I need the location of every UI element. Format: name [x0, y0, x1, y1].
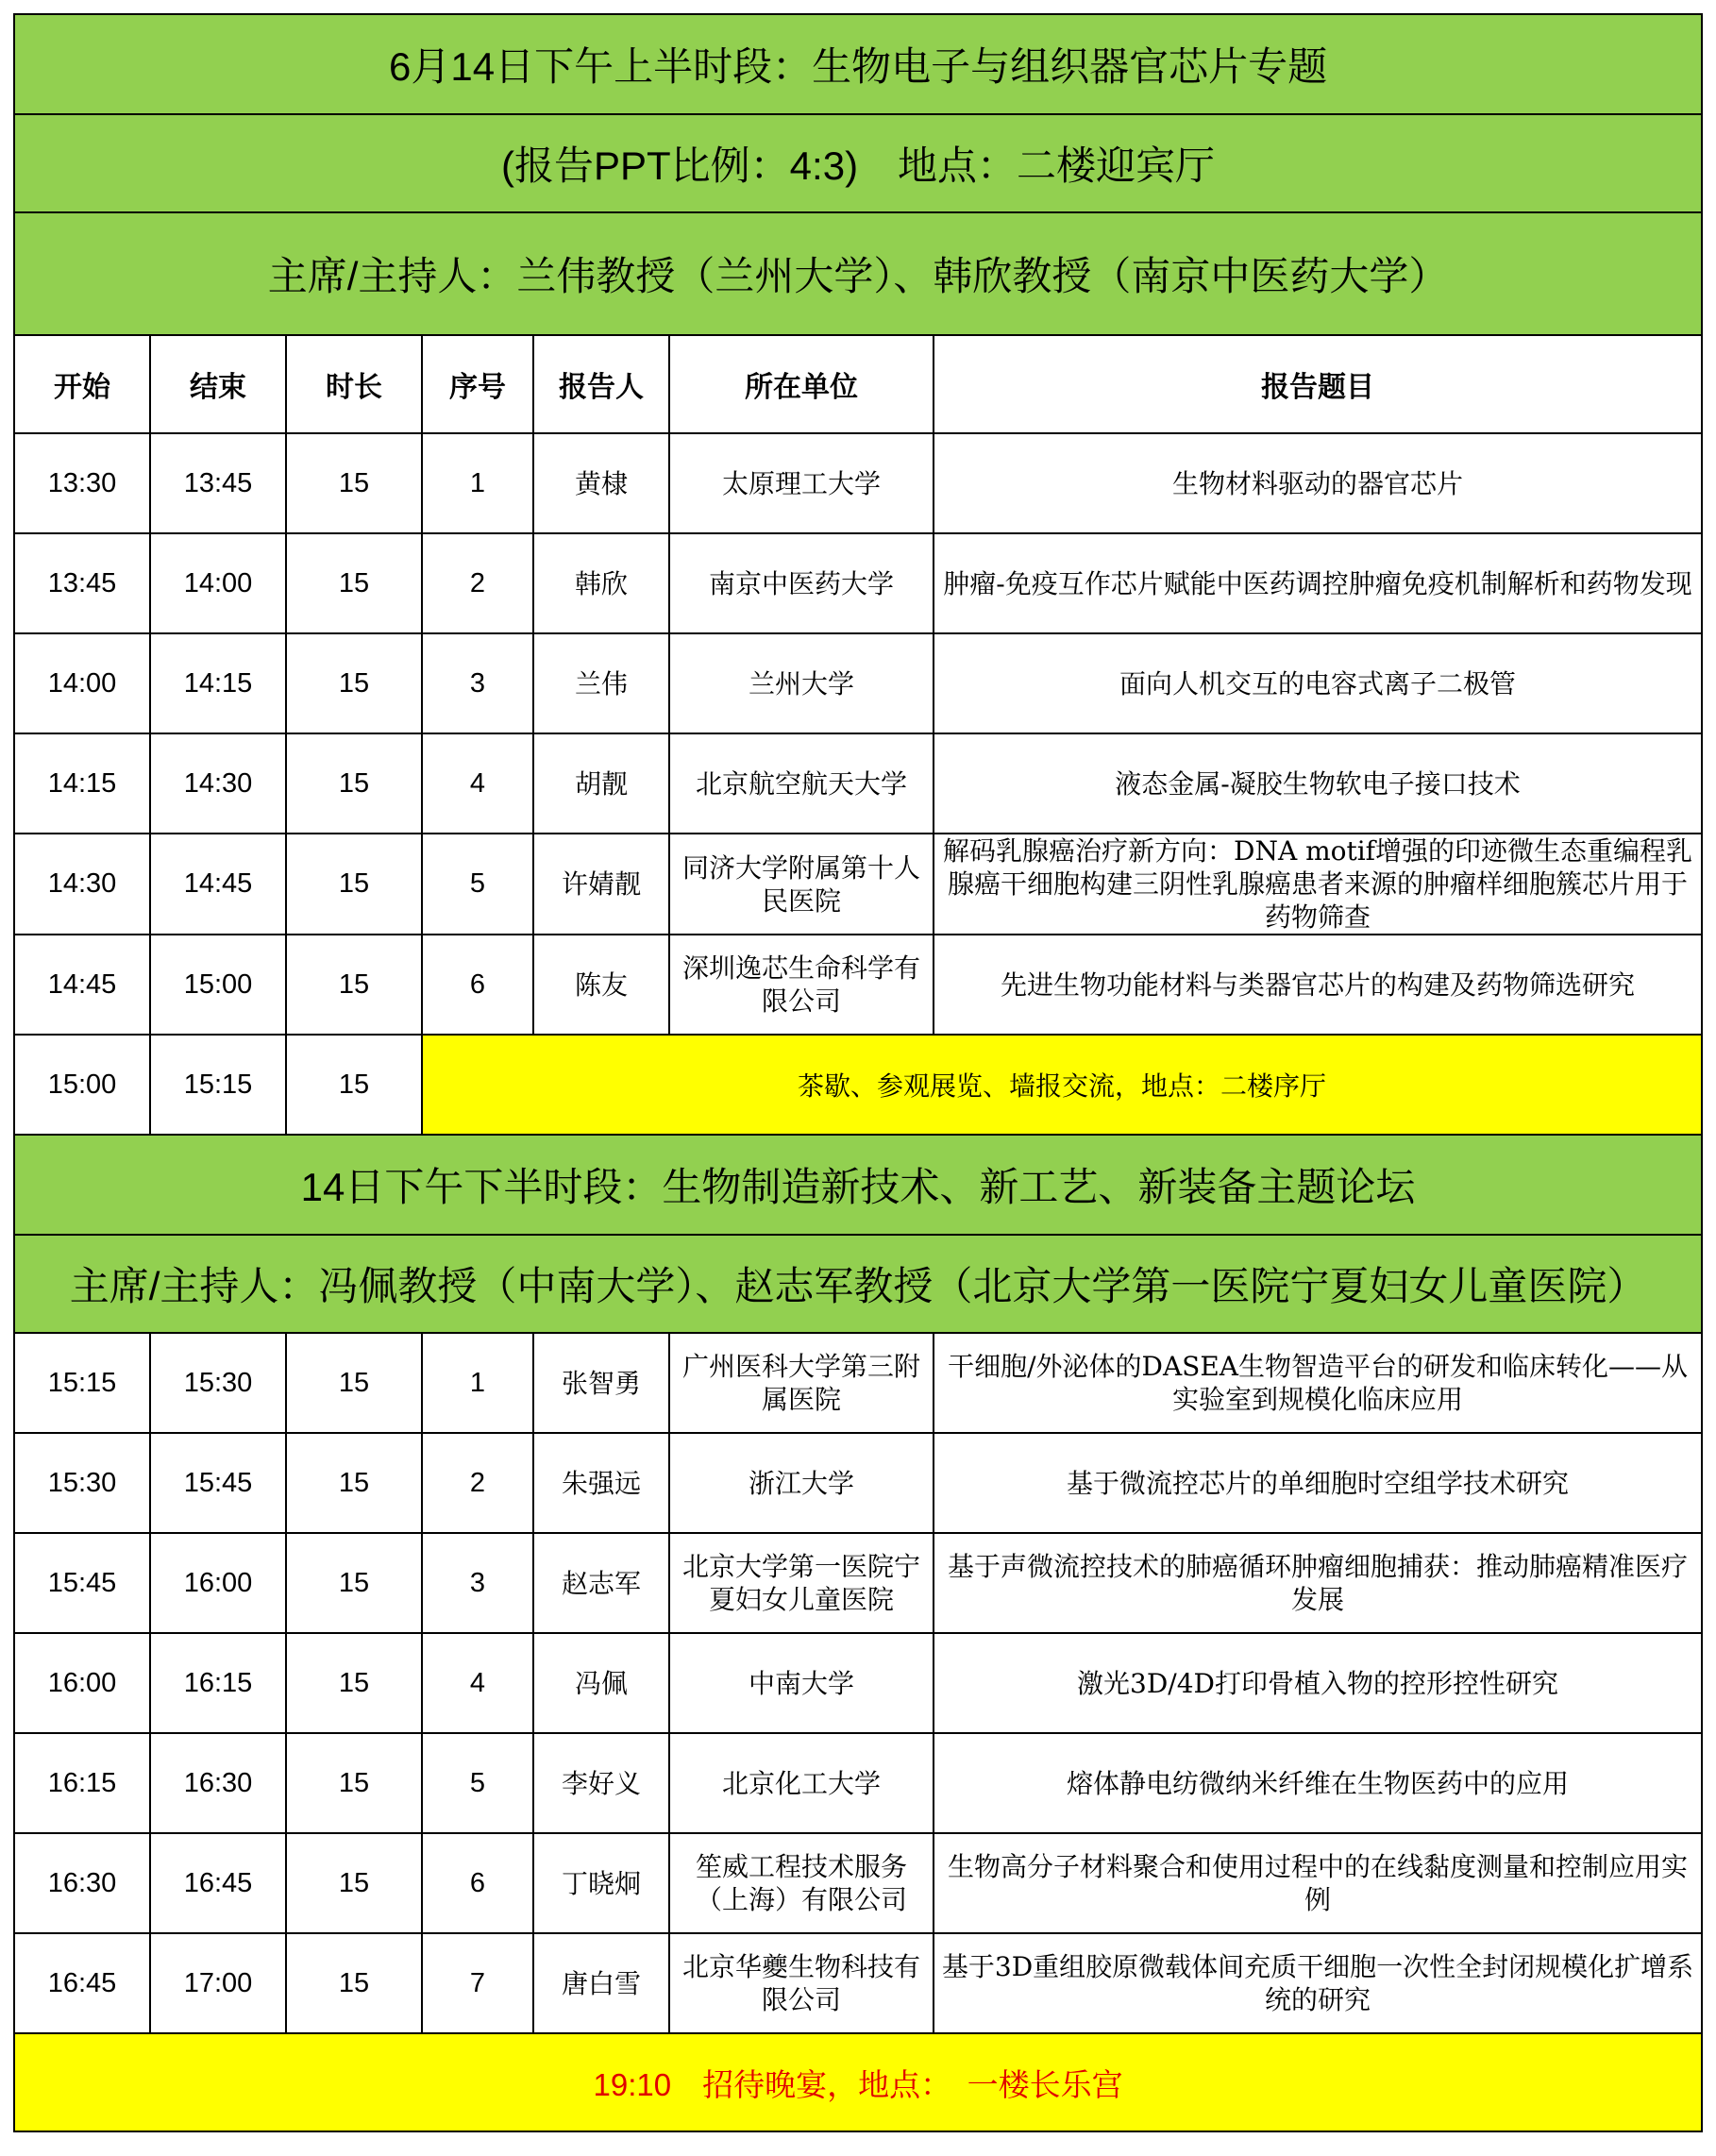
cell-affiliation: 浙江大学 [669, 1433, 934, 1533]
cell-number: 3 [422, 633, 533, 733]
cell-speaker: 李好义 [533, 1733, 669, 1833]
cell-duration: 15 [286, 935, 422, 1035]
cell-affiliation: 南京中医药大学 [669, 533, 934, 633]
section2-title-row [14, 1135, 1702, 1235]
header-speaker: 报告人 [533, 335, 669, 433]
cell-end: 13:45 [150, 433, 286, 533]
section1-rows [14, 433, 1702, 1035]
cell-affiliation: 深圳逸芯生命科学有限公司 [669, 935, 934, 1035]
cell-duration: 15 [286, 1633, 422, 1733]
cell-duration: 15 [286, 733, 422, 834]
cell-speaker: 朱强远 [533, 1433, 669, 1533]
section2-chairs: 主席/主持人：冯佩教授（中南大学）、赵志军教授（北京大学第一医院宁夏妇女儿童医院） [14, 1235, 1702, 1333]
header-topic: 报告题目 [934, 335, 1702, 433]
table-row [14, 633, 1702, 733]
header-number: 序号 [422, 335, 533, 433]
cell-topic: 干细胞/外泌体的DASEA生物智造平台的研发和临床转化——从实验室到规模化临床应用 [934, 1333, 1702, 1433]
table-row [14, 1333, 1702, 1433]
cell-start: 14:00 [14, 633, 150, 733]
cell-number: 2 [422, 1433, 533, 1533]
cell-end: 14:00 [150, 533, 286, 633]
cell-speaker: 冯佩 [533, 1633, 669, 1733]
cell-duration: 15 [286, 1533, 422, 1633]
cell-end: 17:00 [150, 1933, 286, 2033]
cell-start: 15:30 [14, 1433, 150, 1533]
header-affiliation: 所在单位 [669, 335, 934, 433]
section1-title-row [14, 14, 1702, 114]
table-row [14, 1733, 1702, 1833]
cell-number: 6 [422, 935, 533, 1035]
table-row [14, 1533, 1702, 1633]
cell-topic: 基于声微流控技术的肺癌循环肿瘤细胞捕获：推动肺癌精准医疗发展 [934, 1533, 1702, 1633]
cell-topic: 液态金属-凝胶生物软电子接口技术 [934, 733, 1702, 834]
cell-speaker: 唐白雪 [533, 1933, 669, 2033]
header-duration: 时长 [286, 335, 422, 433]
cell-affiliation: 同济大学附属第十人民医院 [669, 834, 934, 935]
cell-affiliation: 北京化工大学 [669, 1733, 934, 1833]
cell-speaker: 张智勇 [533, 1333, 669, 1433]
cell-affiliation: 北京大学第一医院宁夏妇女儿童医院 [669, 1533, 934, 1633]
cell-end: 15:45 [150, 1433, 286, 1533]
table-row [14, 1433, 1702, 1533]
cell-duration: 15 [286, 1733, 422, 1833]
cell-duration: 15 [286, 1433, 422, 1533]
cell-start: 14:30 [14, 834, 150, 935]
cell-topic: 解码乳腺癌治疗新方向：DNA motif增强的印迹微生态重编程乳腺癌干细胞构建三阴性乳腺癌患者来源的肿瘤样细胞簇芯片用于药物筛查 [934, 834, 1702, 935]
table-row [14, 733, 1702, 834]
cell-duration: 15 [286, 633, 422, 733]
cell-start: 16:30 [14, 1833, 150, 1933]
footer-row [14, 2033, 1702, 2131]
cell-speaker: 胡靓 [533, 733, 669, 834]
cell-speaker: 兰伟 [533, 633, 669, 733]
cell-topic: 生物材料驱动的器官芯片 [934, 433, 1702, 533]
cell-affiliation: 北京华夔生物科技有限公司 [669, 1933, 934, 2033]
cell-affiliation: 笙威工程技术服务（上海）有限公司 [669, 1833, 934, 1933]
cell-topic: 肿瘤-免疫互作芯片赋能中医药调控肿瘤免疫机制解析和药物发现 [934, 533, 1702, 633]
cell-number: 5 [422, 1733, 533, 1833]
cell-duration: 15 [286, 834, 422, 935]
cell-start: 14:15 [14, 733, 150, 834]
cell-affiliation: 广州医科大学第三附属医院 [669, 1333, 934, 1433]
cell-topic: 面向人机交互的电容式离子二极管 [934, 633, 1702, 733]
cell-start: 14:45 [14, 935, 150, 1035]
cell-speaker: 黄棣 [533, 433, 669, 533]
table-row [14, 935, 1702, 1035]
cell-start: 16:00 [14, 1633, 150, 1733]
cell-number: 4 [422, 733, 533, 834]
break-duration: 15 [286, 1035, 422, 1135]
cell-end: 16:30 [150, 1733, 286, 1833]
header-start: 开始 [14, 335, 150, 433]
cell-duration: 15 [286, 533, 422, 633]
table-row [14, 433, 1702, 533]
table-row [14, 1633, 1702, 1733]
cell-speaker: 赵志军 [533, 1533, 669, 1633]
section1-chairs: 主席/主持人：兰伟教授（兰州大学）、韩欣教授（南京中医药大学） [14, 212, 1702, 335]
table-row [14, 834, 1702, 935]
column-header-row [14, 335, 1702, 433]
section2-chairs-row [14, 1235, 1702, 1333]
break-start: 15:00 [14, 1035, 150, 1135]
section1-location-row [14, 114, 1702, 212]
cell-topic: 先进生物功能材料与类器官芯片的构建及药物筛选研究 [934, 935, 1702, 1035]
cell-affiliation: 兰州大学 [669, 633, 934, 733]
break-description: 茶歇、参观展览、墙报交流，地点：二楼序厅 [422, 1035, 1702, 1135]
cell-speaker: 丁晓炯 [533, 1833, 669, 1933]
cell-duration: 15 [286, 1933, 422, 2033]
cell-start: 16:15 [14, 1733, 150, 1833]
break-end: 15:15 [150, 1035, 286, 1135]
break-row [14, 1035, 1702, 1135]
schedule-table [13, 13, 1703, 2132]
cell-speaker: 许婧靓 [533, 834, 669, 935]
cell-duration: 15 [286, 1833, 422, 1933]
cell-duration: 15 [286, 433, 422, 533]
section2-title: 14日下午下半时段：生物制造新技术、新工艺、新装备主题论坛 [14, 1135, 1702, 1235]
cell-topic: 基于微流控芯片的单细胞时空组学技术研究 [934, 1433, 1702, 1533]
cell-start: 13:30 [14, 433, 150, 533]
cell-end: 14:30 [150, 733, 286, 834]
cell-number: 4 [422, 1633, 533, 1733]
cell-affiliation: 北京航空航天大学 [669, 733, 934, 834]
cell-end: 14:15 [150, 633, 286, 733]
cell-affiliation: 中南大学 [669, 1633, 934, 1733]
cell-number: 3 [422, 1533, 533, 1633]
cell-end: 16:00 [150, 1533, 286, 1633]
cell-number: 1 [422, 433, 533, 533]
cell-end: 15:00 [150, 935, 286, 1035]
table-row [14, 1833, 1702, 1933]
section1-chairs-row [14, 212, 1702, 335]
section1-ppt-location: (报告PPT比例：4:3) 地点：二楼迎宾厅 [14, 114, 1702, 212]
cell-end: 15:30 [150, 1333, 286, 1433]
cell-number: 2 [422, 533, 533, 633]
cell-topic: 基于3D重组胶原微载体间充质干细胞一次性全封闭规模化扩增系统的研究 [934, 1933, 1702, 2033]
cell-start: 15:15 [14, 1333, 150, 1433]
cell-number: 6 [422, 1833, 533, 1933]
cell-end: 16:45 [150, 1833, 286, 1933]
section1-title: 6月14日下午上半时段：生物电子与组织器官芯片专题 [14, 14, 1702, 114]
cell-affiliation: 太原理工大学 [669, 433, 934, 533]
cell-speaker: 韩欣 [533, 533, 669, 633]
cell-start: 13:45 [14, 533, 150, 633]
cell-topic: 激光3D/4D打印骨植入物的控形控性研究 [934, 1633, 1702, 1733]
cell-topic: 熔体静电纺微纳米纤维在生物医药中的应用 [934, 1733, 1702, 1833]
table-row [14, 533, 1702, 633]
footer-banquet: 19:10 招待晚宴，地点： 一楼长乐宫 [14, 2033, 1702, 2131]
cell-start: 15:45 [14, 1533, 150, 1633]
cell-end: 14:45 [150, 834, 286, 935]
table-row [14, 1933, 1702, 2033]
cell-end: 16:15 [150, 1633, 286, 1733]
section2-rows [14, 1333, 1702, 2033]
cell-duration: 15 [286, 1333, 422, 1433]
cell-number: 5 [422, 834, 533, 935]
cell-topic: 生物高分子材料聚合和使用过程中的在线黏度测量和控制应用实例 [934, 1833, 1702, 1933]
cell-number: 1 [422, 1333, 533, 1433]
cell-number: 7 [422, 1933, 533, 2033]
cell-start: 16:45 [14, 1933, 150, 2033]
cell-speaker: 陈友 [533, 935, 669, 1035]
header-end: 结束 [150, 335, 286, 433]
